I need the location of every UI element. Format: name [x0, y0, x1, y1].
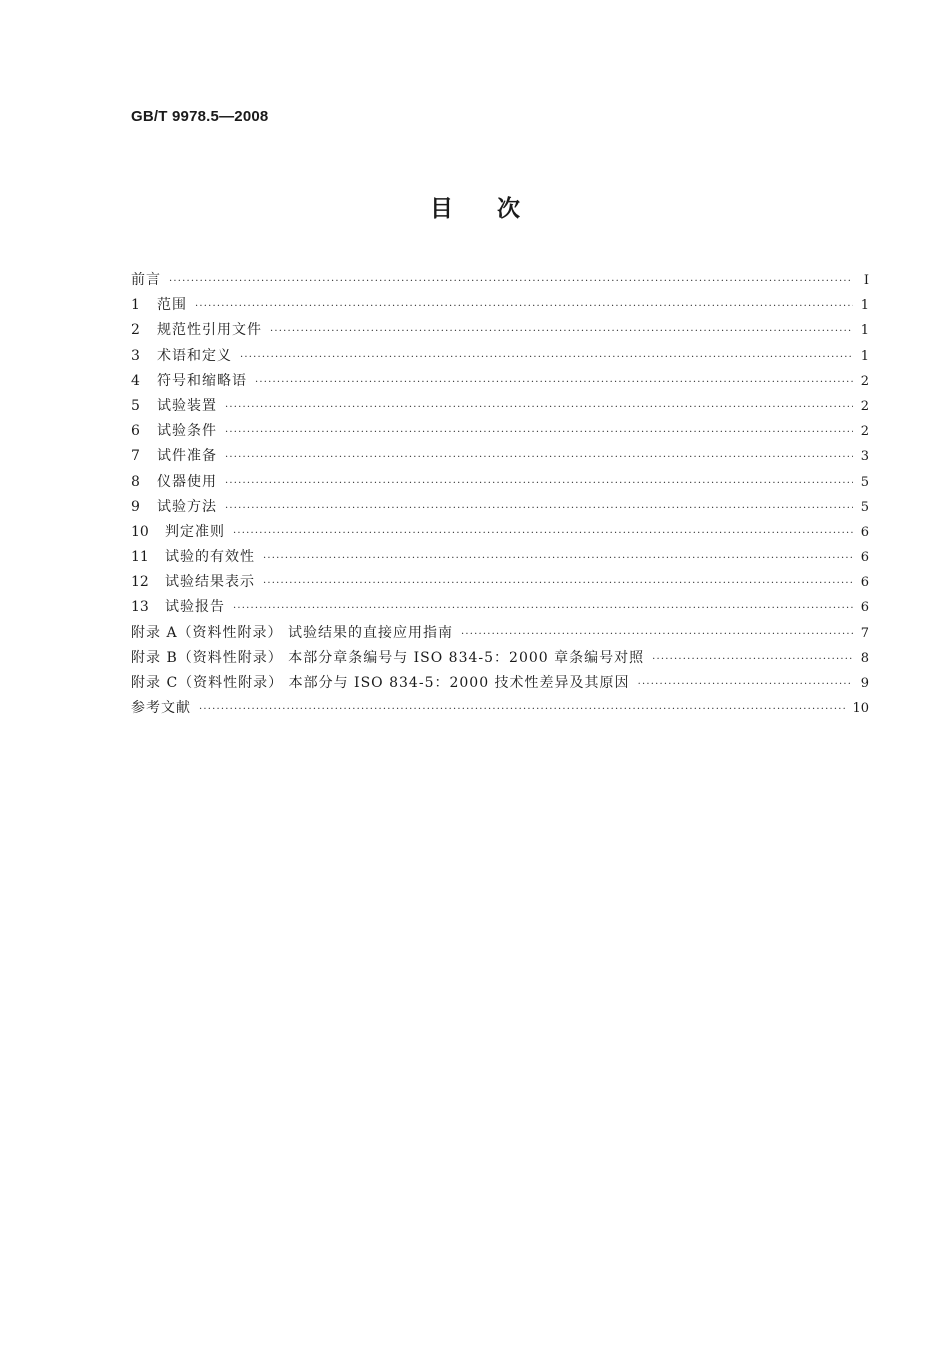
toc-leader-dots — [638, 672, 853, 697]
toc-leader-dots — [270, 319, 853, 344]
toc-entry-label: 规范性引用文件 — [157, 322, 262, 339]
toc-entry-9[interactable] — [131, 495, 869, 520]
toc-leader-dots — [195, 294, 853, 319]
toc-entry-label: 仪器使用 — [157, 473, 217, 490]
toc-entry-label: 附录 C（资料性附录） 本部分与 ISO 834-5：2000 技术性差异及其原因 — [131, 675, 630, 691]
toc-entry-annex-c[interactable] — [131, 671, 869, 696]
toc-leader-dots — [255, 370, 853, 395]
toc-entry-7[interactable] — [131, 444, 869, 469]
toc-entry-page: 6 — [860, 575, 869, 591]
toc-leader-dots — [225, 420, 853, 445]
toc-entry-1[interactable] — [131, 293, 869, 318]
toc-leader-dots — [652, 647, 853, 672]
toc-entry-label: 附录 B（资料性附录） 本部分章条编号与 ISO 834-5：2000 章条编号对照 — [131, 649, 645, 666]
toc-entry-page: 1 — [860, 323, 869, 339]
toc-entry-label: 试验的有效性 — [165, 549, 255, 566]
toc-entry-page: 3 — [860, 449, 869, 465]
toc-entry-label: 试验报告 — [165, 599, 225, 616]
toc-entry-page: 6 — [860, 600, 869, 616]
toc-entry-number: 12 — [131, 574, 149, 591]
toc-entry-label: 试验结果表示 — [165, 574, 255, 591]
toc-entry-number: 7 — [131, 448, 140, 465]
toc-entry-page: 6 — [860, 524, 869, 540]
toc-entry-label: 符号和缩略语 — [157, 372, 247, 389]
toc-entry-number: 3 — [131, 347, 140, 364]
toc-entry-11[interactable] — [131, 545, 869, 570]
toc-entry-page: 5 — [860, 474, 869, 490]
toc-entry-number: 11 — [131, 549, 149, 566]
toc-entry-label: 试验条件 — [157, 423, 217, 440]
toc-entry-annex-a[interactable] — [131, 621, 869, 646]
toc-entry-10[interactable] — [131, 520, 869, 545]
toc-leader-dots — [225, 471, 853, 496]
toc-leader-dots — [225, 445, 853, 470]
toc-leader-dots — [199, 697, 846, 722]
toc-entry-3[interactable] — [131, 344, 869, 369]
toc-entry-page: 2 — [860, 373, 869, 389]
toc-entry-page: 9 — [860, 676, 869, 691]
toc-leader-dots — [461, 622, 853, 647]
toc-entry-page: 2 — [860, 424, 869, 440]
toc-entry-page: 2 — [860, 398, 869, 414]
toc-entry-label: 判定准则 — [165, 523, 225, 540]
toc-leader-dots — [233, 596, 853, 621]
toc-entry-number: 5 — [131, 397, 140, 414]
toc-leader-dots — [225, 395, 853, 420]
toc-entry-label: 试验方法 — [157, 498, 217, 515]
toc-entry-page: 8 — [860, 650, 869, 666]
toc-leader-dots — [225, 496, 853, 521]
toc-entry-label: 试件准备 — [157, 448, 217, 465]
toc-entry-page: I — [863, 273, 869, 288]
toc-entry-page: 1 — [860, 298, 869, 314]
toc-entry-label: 试验装置 — [157, 397, 217, 414]
standard-code: GB/T 9978.5—2008 — [131, 108, 269, 125]
toc-entry-foreword[interactable] — [131, 268, 869, 293]
toc-entry-number: 4 — [131, 372, 140, 389]
toc-entry-6[interactable] — [131, 419, 869, 444]
toc-entry-page: 7 — [860, 625, 869, 641]
toc-entry-2[interactable] — [131, 318, 869, 343]
toc-entry-label: 前言 — [131, 272, 161, 288]
toc-leader-dots — [263, 571, 853, 596]
toc-leader-dots — [263, 546, 853, 571]
toc-entry-number: 13 — [131, 599, 149, 616]
toc-entry-number: 9 — [131, 498, 140, 515]
toc-leader-dots — [240, 345, 853, 370]
toc-leader-dots — [169, 269, 853, 294]
toc-entry-number: 10 — [131, 523, 149, 540]
toc-entry-page: 6 — [860, 550, 869, 566]
toc-leader-dots — [233, 521, 853, 546]
toc-entry-5[interactable] — [131, 394, 869, 419]
toc-title: 目次 — [430, 196, 564, 222]
toc-entry-13[interactable] — [131, 595, 869, 620]
toc-entry-number: 6 — [131, 423, 140, 440]
toc-entry-number: 1 — [131, 297, 140, 314]
toc-entry-page: 5 — [860, 499, 869, 515]
toc-entry-page: 1 — [860, 348, 869, 364]
toc-entry-label: 附录 A（资料性附录） 试验结果的直接应用指南 — [131, 624, 454, 641]
toc-entry-bibliography[interactable] — [131, 696, 869, 721]
toc-entry-4[interactable] — [131, 369, 869, 394]
toc-entry-annex-b[interactable] — [131, 646, 869, 671]
toc-entry-label: 参考文献 — [131, 700, 191, 717]
toc-entry-label: 范围 — [157, 297, 187, 314]
toc-entry-number: 2 — [131, 322, 140, 339]
toc-entry-8[interactable] — [131, 470, 869, 495]
toc-entry-12[interactable] — [131, 570, 869, 595]
toc-entry-number: 8 — [131, 473, 140, 490]
toc-entry-label: 术语和定义 — [157, 347, 232, 364]
table-of-contents — [131, 268, 869, 721]
toc-entry-page: 10 — [852, 701, 869, 717]
